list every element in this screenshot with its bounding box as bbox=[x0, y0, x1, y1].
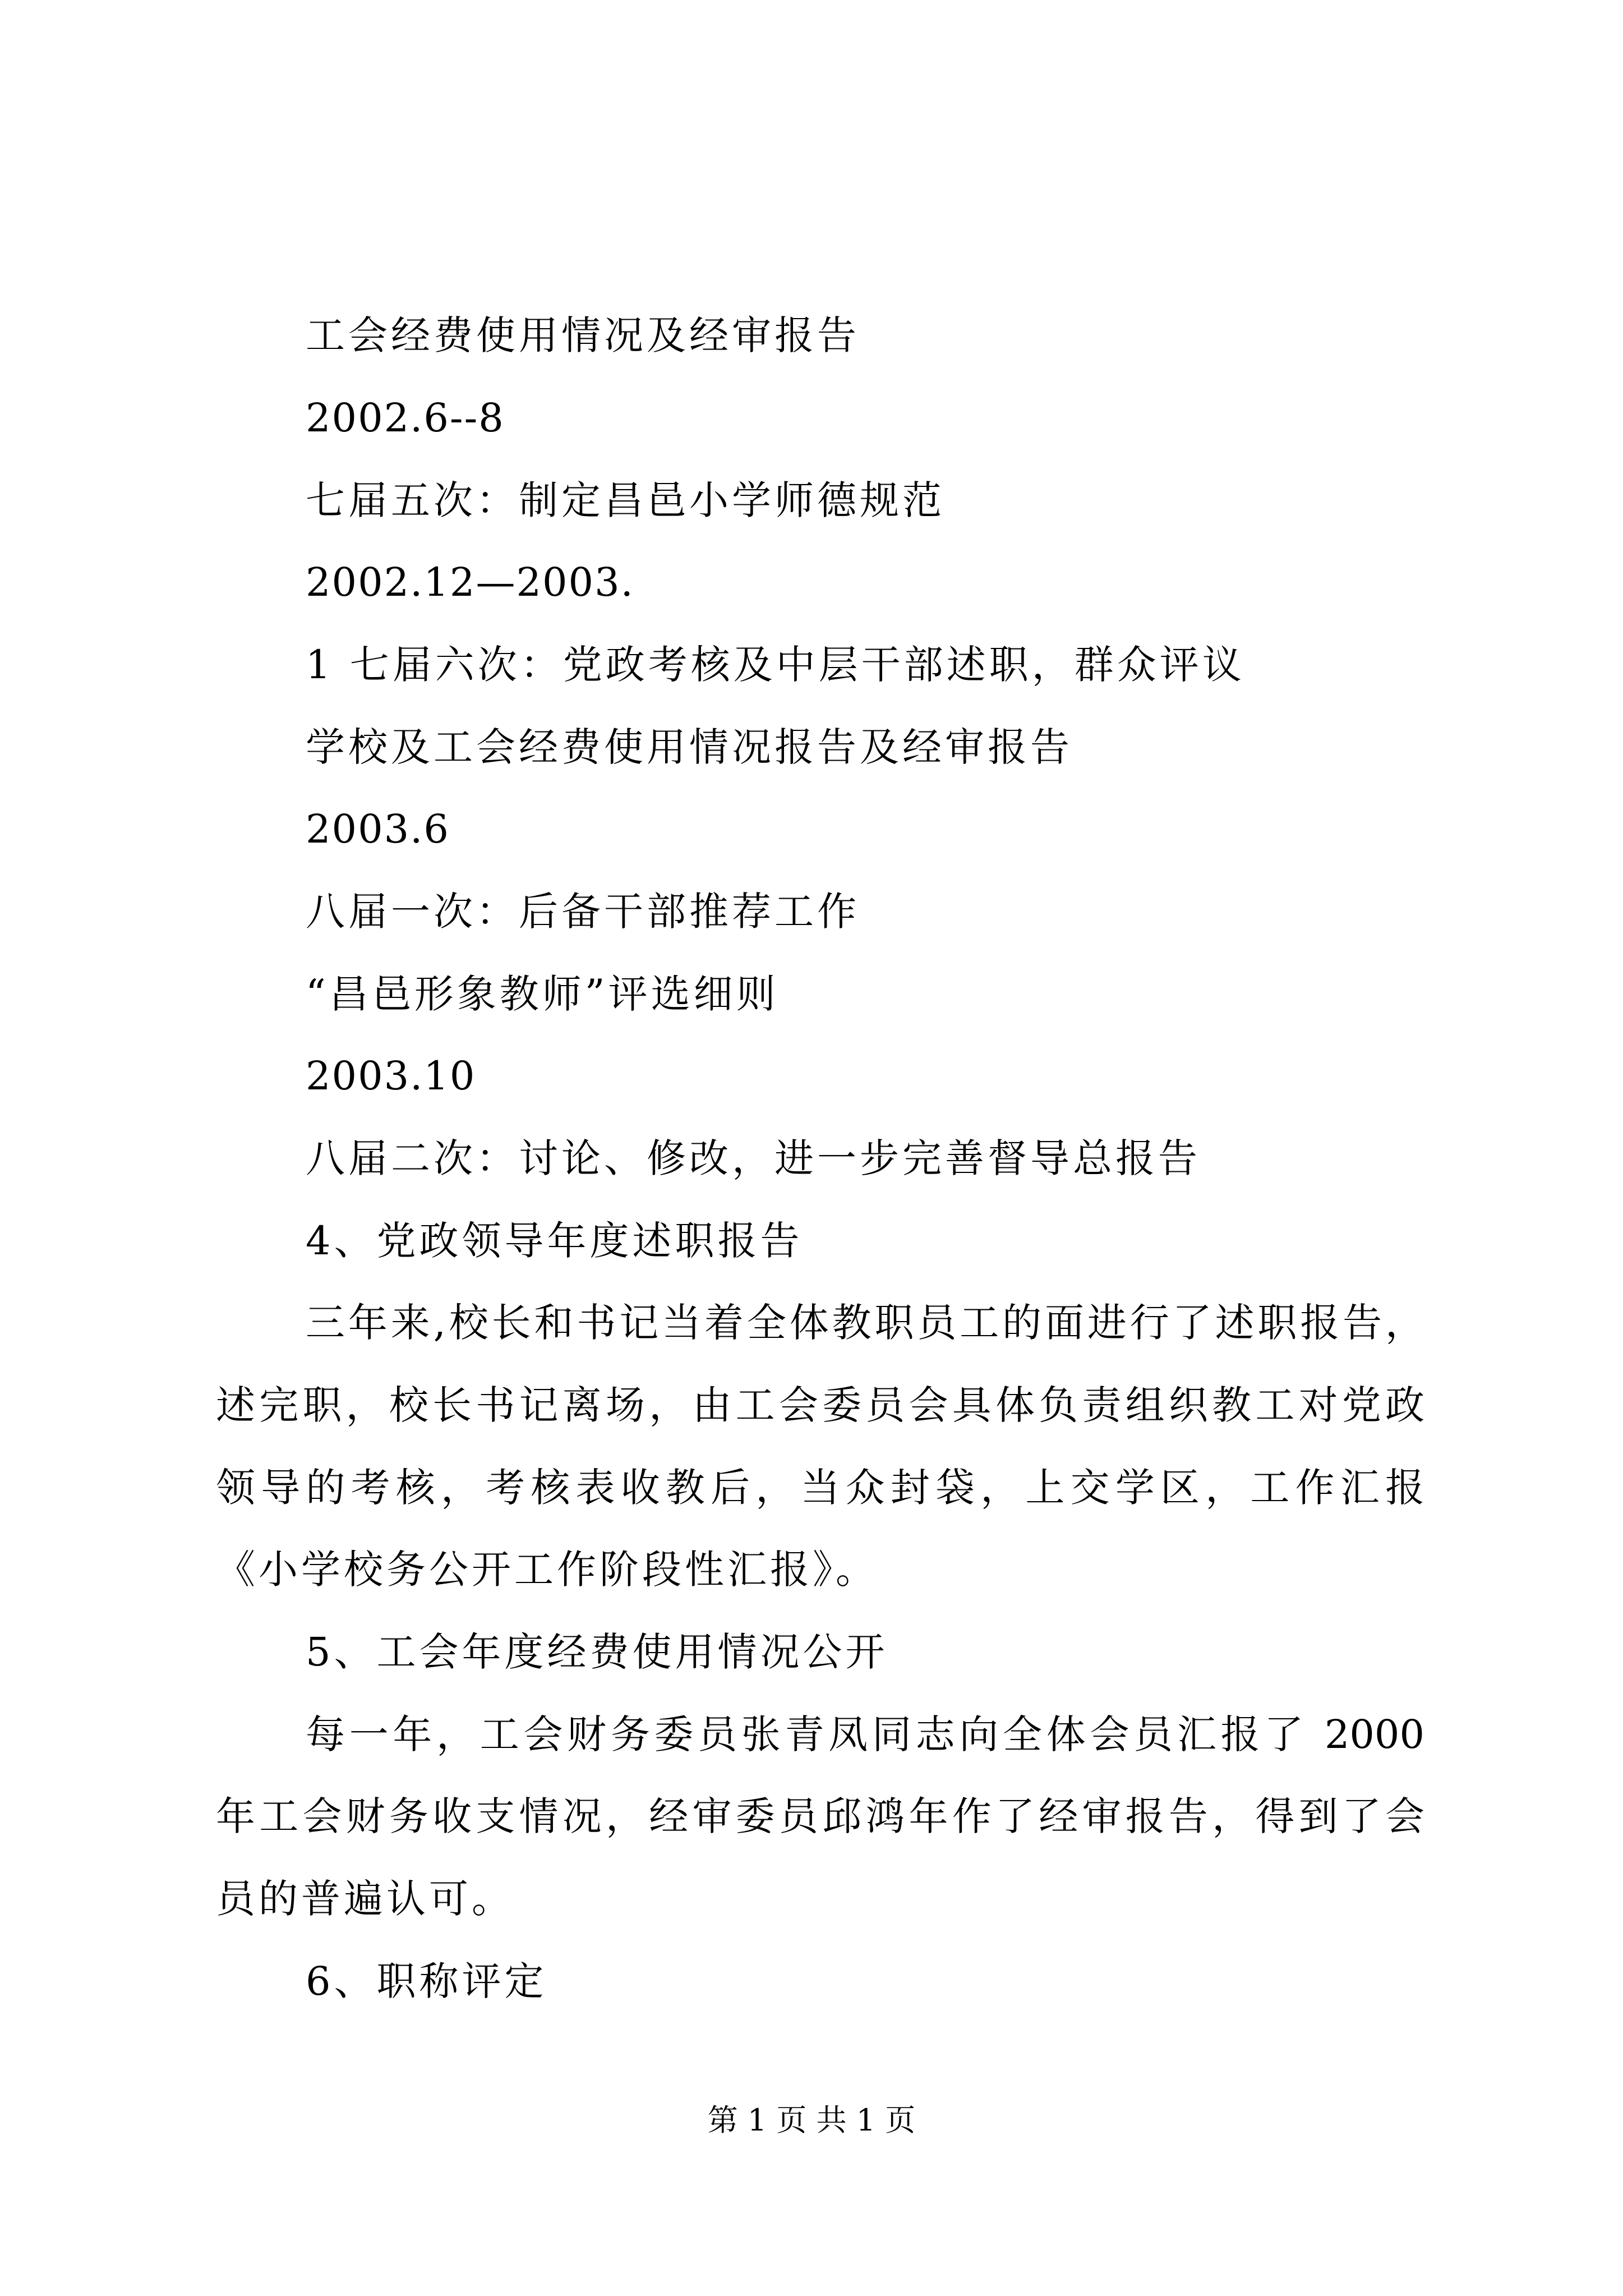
paragraph-line: 《小学校务公开工作阶段性汇报》。 bbox=[216, 1547, 878, 1593]
paragraph-line: 年工会财务收支情况，经审委员邱鸿年作了经审报告，得到了会 bbox=[216, 1793, 1424, 1839]
date-line: 2002.6--8 bbox=[306, 395, 505, 441]
paragraph-line: 三年来,校长和书记当着全体教职员工的面进行了述职报告， bbox=[306, 1300, 1424, 1346]
paragraph-line: 述完职，校长书记离场，由工会委员会具体负责组织教工对党政 bbox=[216, 1382, 1424, 1428]
paragraph-line: 每一年，工会财务委员张青凤同志向全体会员汇报了 2000 bbox=[306, 1711, 1424, 1757]
text-line: 学校及工会经费使用情况报告及经审报告 bbox=[306, 724, 1073, 770]
paragraph-line: 员的普遍认可。 bbox=[216, 1876, 514, 1922]
section-heading: 4、党政领导年度述职报告 bbox=[306, 1218, 803, 1264]
date-line: 2002.12—2003. bbox=[306, 559, 634, 605]
paragraph-line: 领导的考核，考核表收教后，当众封袋，上交学区，工作汇报 bbox=[216, 1465, 1424, 1511]
text-line: 工会经费使用情况及经审报告 bbox=[306, 312, 860, 358]
date-line: 2003.10 bbox=[306, 1053, 476, 1099]
page-footer: 第 1 页 共 1 页 bbox=[707, 2102, 916, 2138]
date-line: 2003.6 bbox=[306, 806, 450, 852]
text-line: “昌邑形象教师”评选细则 bbox=[306, 971, 779, 1017]
section-heading: 6、职称评定 bbox=[306, 1958, 547, 2004]
text-line: 1 七届六次：党政考核及中层干部述职，群众评议 bbox=[306, 642, 1245, 688]
text-line: 八届二次：讨论、修改，进一步完善督导总报告 bbox=[306, 1135, 1201, 1181]
text-line: 七届五次：制定昌邑小学师德规范 bbox=[306, 477, 945, 523]
section-heading: 5、工会年度经费使用情况公开 bbox=[306, 1629, 888, 1675]
text-line: 八届一次：后备干部推荐工作 bbox=[306, 889, 860, 935]
